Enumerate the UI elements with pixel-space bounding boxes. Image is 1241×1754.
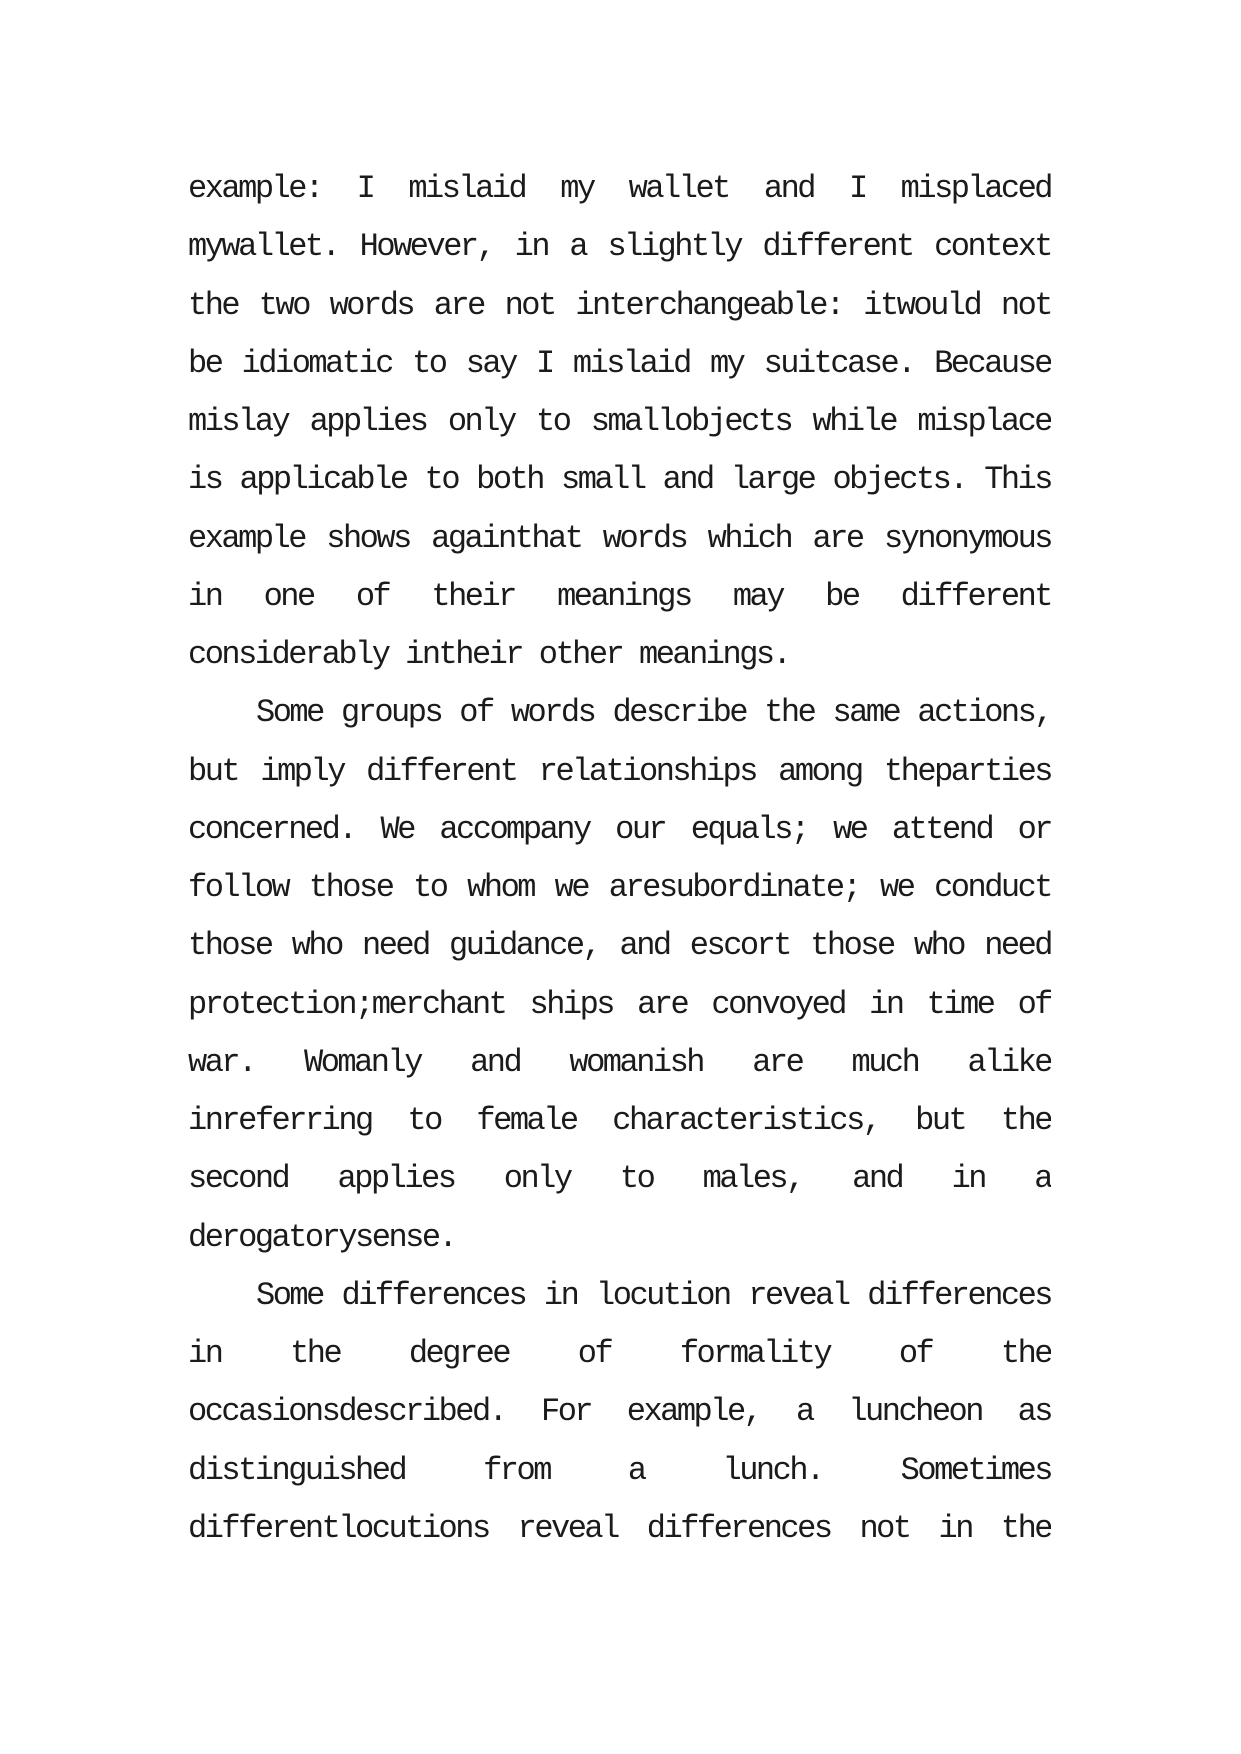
paragraph-3 xyxy=(188,1267,1051,1558)
text-line: derogatorysense. xyxy=(188,1218,456,1256)
text-line: example: I mislaid my wallet and I misplaced xyxy=(188,170,1051,207)
text-line: concerned. We accompany our equals; we attend or xyxy=(188,810,1051,848)
text-line: be idiomatic to say I mislaid my suitcase. Because xyxy=(188,344,1051,382)
text-line: Some differences in locution reveal differences xyxy=(256,1276,1051,1314)
paragraph-2 xyxy=(188,684,1051,1267)
text-line: war. Womanly and womanish are much alike xyxy=(188,1043,1051,1081)
text-line: Some groups of words describe the same actions, xyxy=(256,694,1051,732)
text-line: second applies only to males, and in a xyxy=(188,1160,1051,1198)
text-line: considerably intheir other meanings. xyxy=(188,636,790,673)
text-line: is applicable to both small and large objects. This xyxy=(188,461,1051,499)
text-line: the two words are not interchangeable: itwould not xyxy=(188,286,1051,324)
text-line: but imply different relationships among theparties xyxy=(188,752,1051,790)
text-line: inreferring to female characteristics, but the xyxy=(188,1102,1051,1139)
text-line: distinguished from a lunch. Sometimes xyxy=(188,1451,1051,1489)
text-line: mislay applies only to smallobjects while misplace xyxy=(188,403,1051,440)
paragraph-1 xyxy=(188,160,1051,684)
text-line: in the degree of formality of the xyxy=(188,1335,1051,1372)
text-line: protection;merchant ships are convoyed in time of xyxy=(188,985,1051,1023)
text-line: occasionsdescribed. For example, a luncheon as xyxy=(188,1393,1051,1431)
text-line: example shows againthat words which are synonymous xyxy=(188,519,1051,557)
text-line: mywallet. However, in a slightly different context xyxy=(188,228,1051,266)
text-line: differentlocutions reveal differences not in the xyxy=(188,1509,1051,1547)
text-line: in one of their meanings may be different xyxy=(188,577,1051,615)
text-line: follow those to whom we aresubordinate; we conduct xyxy=(188,869,1051,906)
text-line: those who need guidance, and escort those who need xyxy=(188,927,1051,965)
text-block xyxy=(188,160,1051,1558)
